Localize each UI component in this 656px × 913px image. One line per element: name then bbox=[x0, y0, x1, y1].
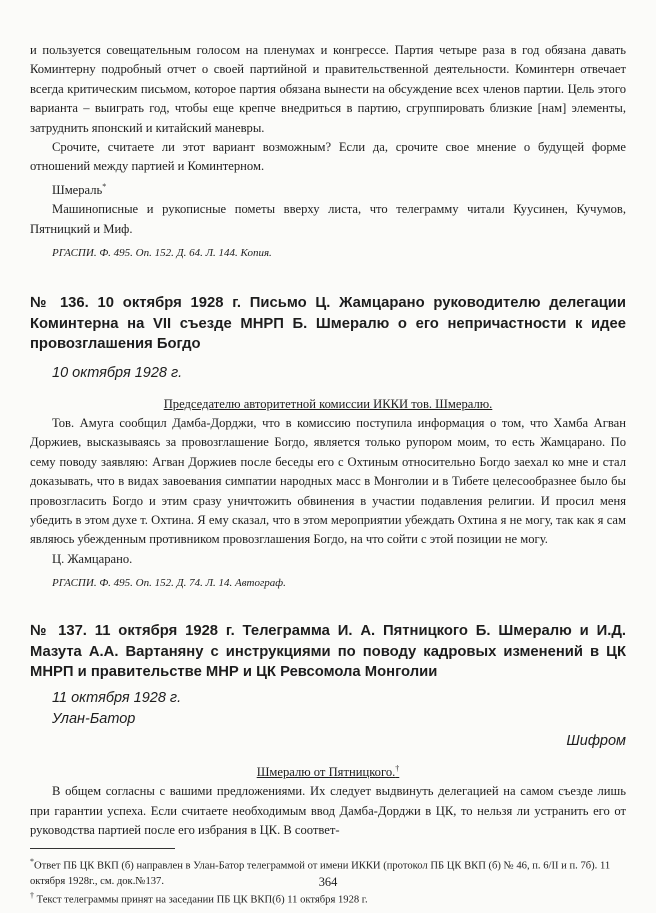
footnote-mark: * bbox=[102, 181, 107, 191]
source-citation: РГАСПИ. Ф. 495. Оп. 152. Д. 74. Л. 14. Автограф. bbox=[52, 577, 286, 590]
footnote-text: Ответ ПБ ЦК ВКП (б) направлен в Улан-Батор телеграммой от имени ИККИ (протокол ПБ ЦК ВКП (б) № 46, п. 6/II и п. 7б). 11 октября 1928г., см. док.№137. bbox=[30, 861, 611, 887]
paragraph-note: Машинописные и рукописные пометы вверху листа, что телеграмму читали Куусинен, Кучумов, Пятницкий и Миф. bbox=[30, 202, 626, 236]
footnote-mark: † bbox=[30, 891, 34, 900]
signature-shmeral bbox=[30, 177, 626, 201]
footnote-mark: * bbox=[30, 857, 34, 867]
document-date: 10 октября 1928 г. bbox=[52, 365, 183, 382]
document-place: Улан-Батор bbox=[52, 711, 136, 728]
page-content bbox=[30, 0, 626, 908]
signature-zhamtsarano: Ц. Жамцарано. bbox=[52, 551, 133, 566]
document-date: 11 октября 1928 г. bbox=[52, 690, 182, 707]
document-heading-137: № 137. 11 октября 1928 г. Телеграмма И. А. Пятницкого Б. Шмералю и И.Д. Мазута А.А. Вартаняну с инструкциями по поводу кадровых изменений в ЦК МНРП и правительстве МНР и ЦК Ревсомола Монголии bbox=[30, 623, 626, 681]
signature-text: Шмераль bbox=[52, 183, 103, 198]
cipher-label: Шифром bbox=[566, 733, 626, 750]
paragraph-continuation: и пользуется совещательным голосом на пленумах и конгрессе. Партия четыре раза в год обязана давать Коминтерну подробный отчет о своей партийной и правительственной деятельности. Коминтерн отвечает всегда критическим письмом, которое партия обязана вынести на обсуждение всех членов партии. Цель этого варианта – выиграть год, чтобы еще крепче внедриться в партию, сгруппировать близкие [нам] элементы, затруднить японский и китайский маневры. bbox=[30, 43, 626, 135]
document-body: Тов. Амуга сообщил Дамба-Дорджи, что в комиссию поступила информация о том, что Хамба Агван Доржиев, высказываясь за провозглашение Богдо, является только рупором моим, то есть Жамцарано. По сему поводу заявляю: Агван Доржиев после беседы его с Охтиным относительно Богдо заехал ко мне и стал доказывать, что в видах завоевания симпатии народных масс в Монголии и в Тибете целесообразнее было бы провозгласить Богдо и этим сразу уничтожить обвинения в участии подавления религии. И просил меня убедить в этом духе т. Охтина. Я ему сказал, что в этом мероприятии убеждать Охтина я не могу, так как я сам являюсь убежденным противником провозглашения Богдо, на что сойти с этой позиции не могу. bbox=[30, 416, 626, 547]
addressee-text: Шмералю от Пятницкого. bbox=[256, 765, 396, 780]
addressee-line bbox=[30, 759, 626, 782]
footnote-text: Текст телеграммы принят на заседании ПБ ЦК ВКП(б) 11 октября 1928 г. bbox=[34, 894, 368, 906]
document-heading-136: № 136. 10 октября 1928 г. Письмо Ц. Жамцарано руководителю делегации Коминтерна на VII съезде МНРП Б. Шмералю о его непричастности к идее провозглашения Богдо bbox=[30, 295, 626, 353]
addressee-line: Председателю авторитетной комиссии ИККИ тов. Шмералю. bbox=[163, 397, 493, 412]
footnote bbox=[30, 889, 626, 908]
document-body: В общем согласны с вашими предложениями. Их следует выдвинуть делегацией на самом съезде лишь при гарантии успеха. Если считаете необходимым ввод Дамба-Дорджи в ЦК, то нельзя ли устранить его от руководства партией после его избрания в ЦК. В соответ- bbox=[30, 784, 626, 838]
footnote-mark: † bbox=[395, 764, 400, 774]
footnote-rule bbox=[30, 848, 175, 849]
paragraph-question: Срочите, считаете ли этот вариант возможным? Если да, срочите свое мнение о будущей форме отношений между партией и Коминтерном. bbox=[30, 140, 626, 174]
page-number: 364 bbox=[318, 875, 338, 889]
source-citation: РГАСПИ. Ф. 495. Оп. 152. Д. 64. Л. 144. Копия. bbox=[52, 247, 272, 260]
